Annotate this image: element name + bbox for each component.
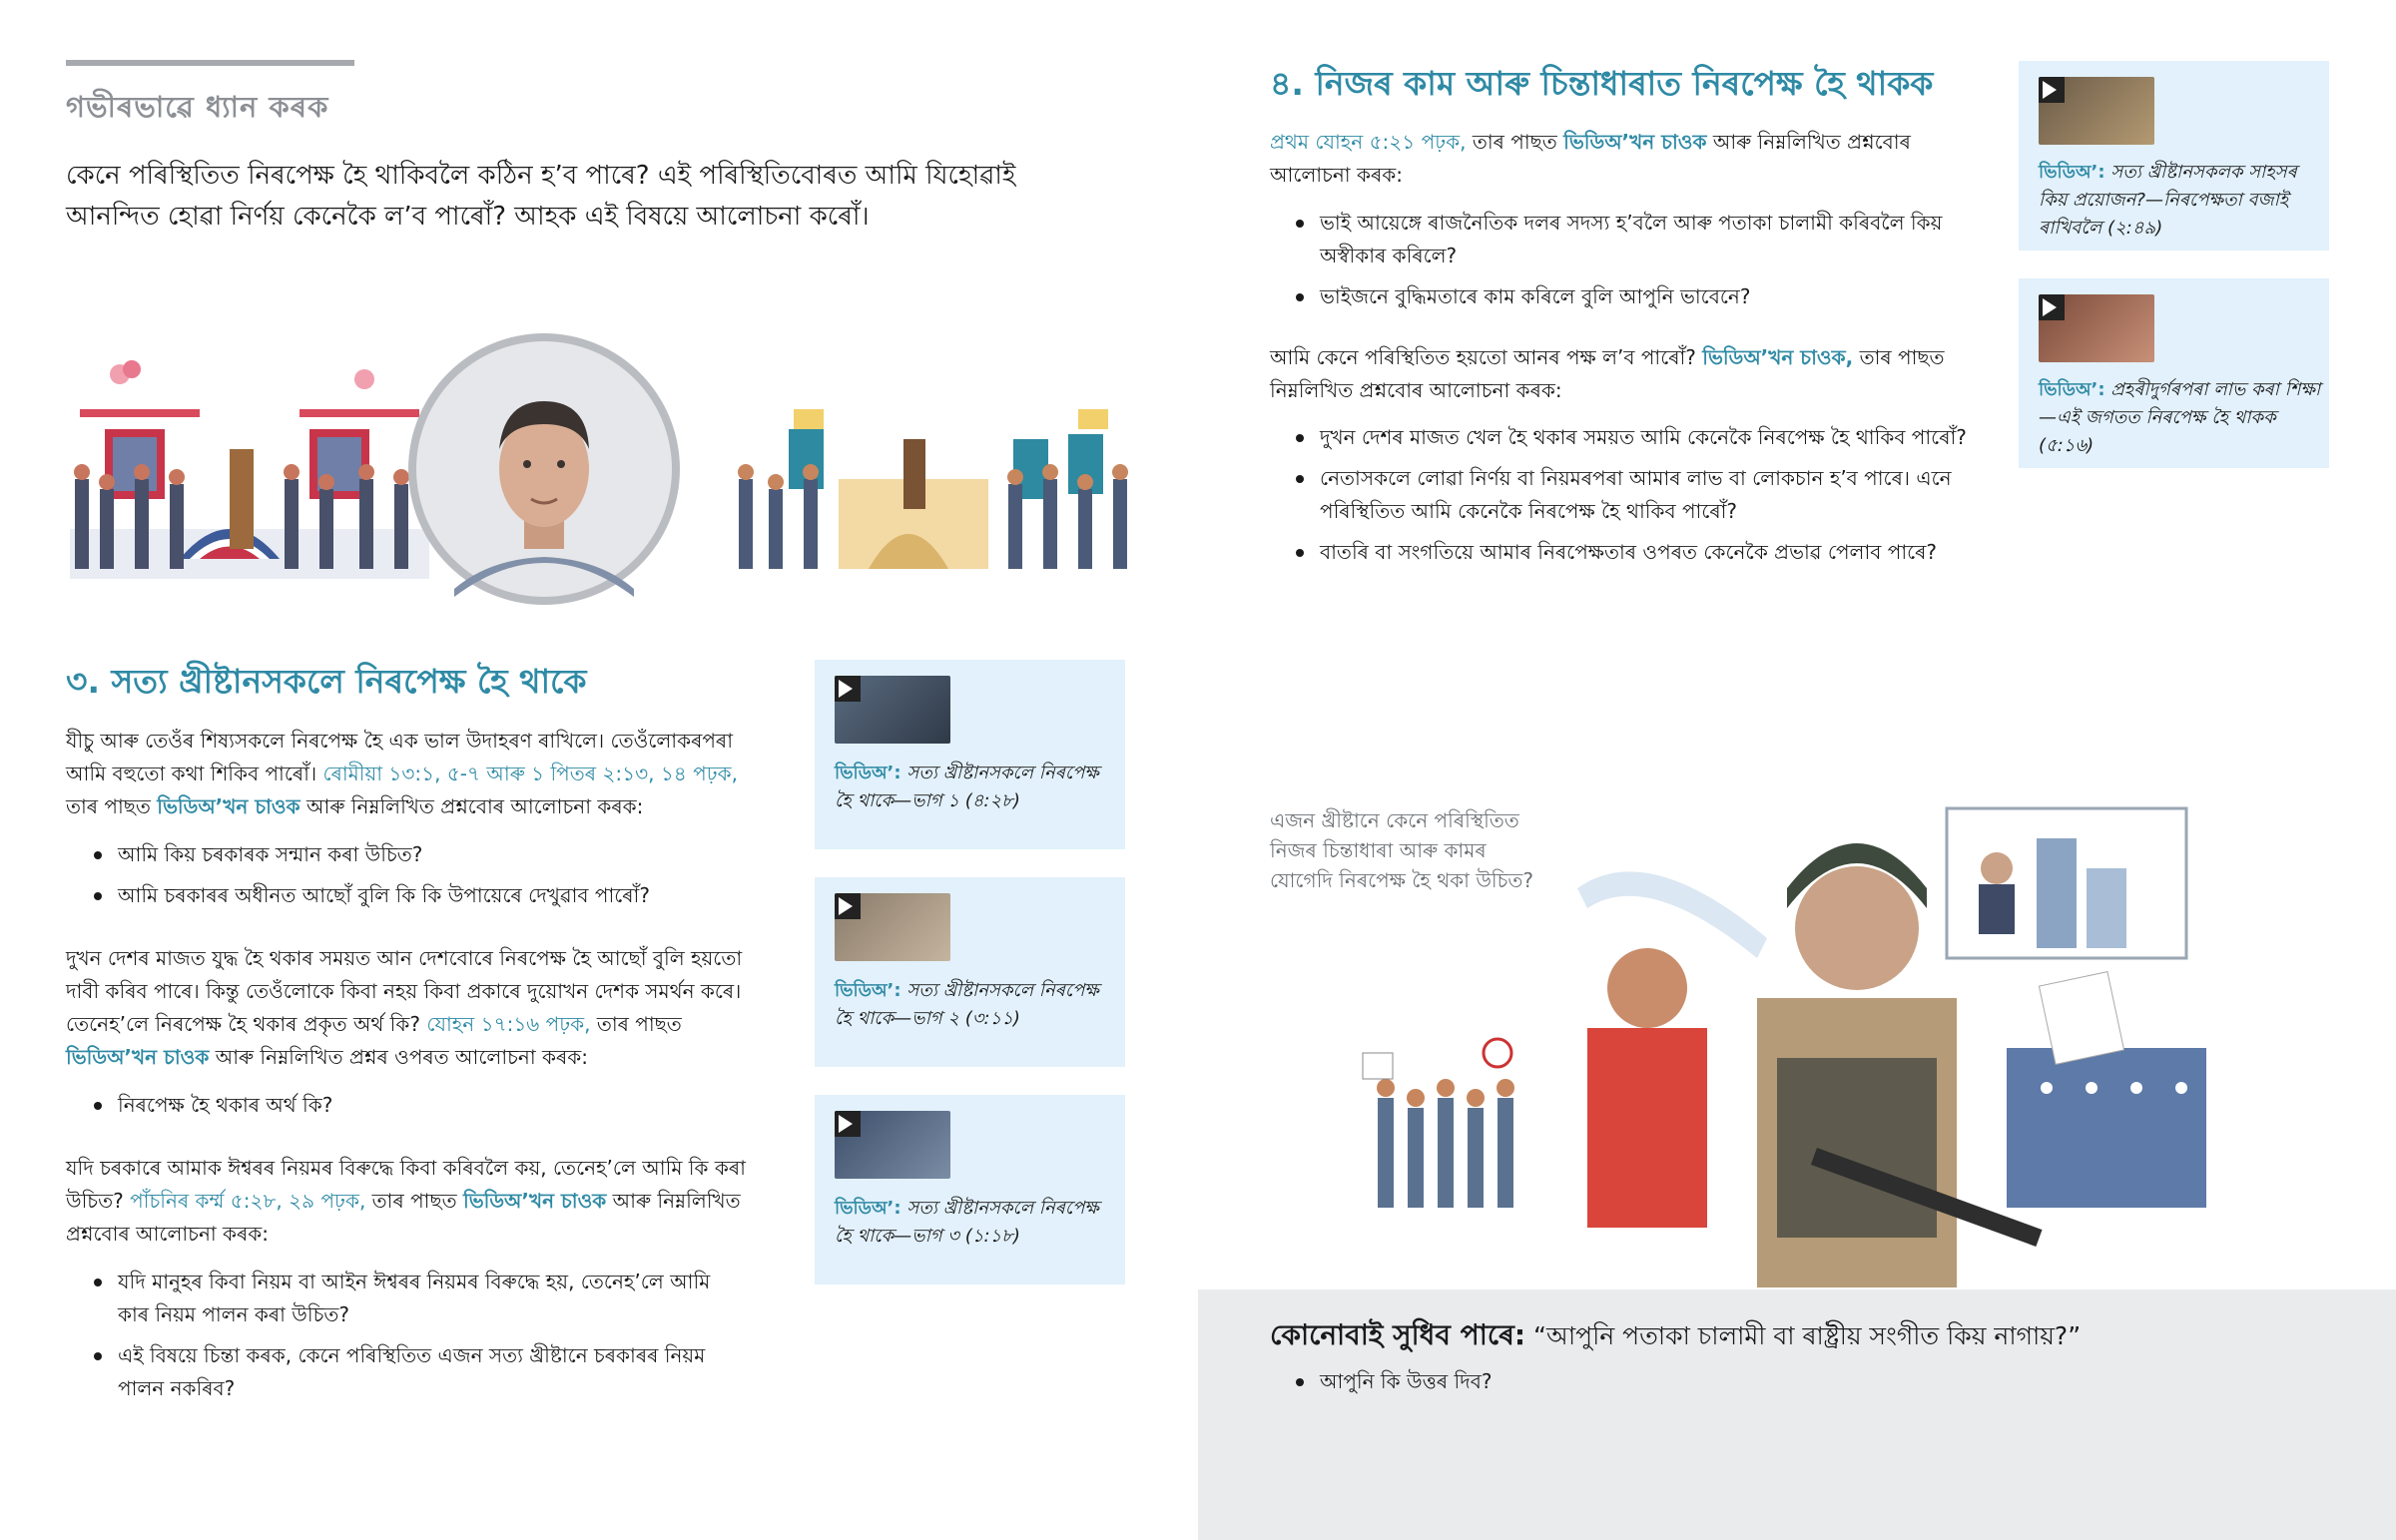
section-4-questions-2 [1292,421,1981,577]
p1-text: যীচু আৰু তেওঁৰ শিষ্যসকলে নিৰপেক্ষ হৈ এক ভাল উদাহৰণ ৰাখিলে। তেওঁলোকৰপৰা আমি বহুতো কথা শিকিব পাৰোঁ। [66,729,733,785]
intro-text: কেনে পৰিস্থিতিত নিৰপেক্ষ হৈ থাকিবলৈ কঠিন হ’ব পাৰে? এই পৰিস্থিতিবোৰত আমি যিহোৱাই আনন্দিত হোৱা নিৰ্ণয় কেনেকৈ ল’ব পাৰোঁ? আহক এই বিষয়ে আলোচনা কৰোঁ। [66,161,1016,232]
section-rule [66,60,354,66]
s4p1-mid: তাৰ পাছত [1472,130,1557,154]
question-box [1198,1289,2396,1540]
list-item: দুখন দেশৰ মাজত খেল হৈ থকাৰ সময়ত আমি কেনেকৈ নিৰপেক্ষ হৈ থাকিব পাৰোঁ? [1292,421,1981,454]
watch-video-link-1[interactable]: ভিডিঅ’খন চাওক [157,794,300,818]
scripture-link-john[interactable]: যোহন ১৭:১৬ পঢ়ক, [426,1012,591,1036]
sports-fan [1577,871,1767,1228]
play-icon[interactable] [835,676,861,702]
portrait-circle [408,333,680,605]
scripture-link-romans[interactable]: ৰোমীয়া ১৩:১, ৫-৭ আৰু ১ পিতৰ ২:১৩, ১৪ পঢ়ক, [322,762,738,785]
video-thumbnail[interactable] [835,1111,950,1179]
scripture-link-acts[interactable]: পাঁচনিৰ কৰ্ম্ম ৫:২৮, ২৯ পঢ়ক, [130,1189,366,1213]
list-item: ভাই আয়েঙ্গে ৰাজনৈতিক দলৰ সদস্য হ’বলৈ আৰু পতাকা চালামী কৰিবলৈ কিয় অস্বীকাৰ কৰিলে? [1292,207,1971,272]
illustration-caption: এজন খ্ৰীষ্টানে কেনে পৰিস্থিতিত নিজৰ চিন্তাধাৰা আৰু কামৰ যোগেদি নিৰপেক্ষ হৈ থকা উচিত? [1270,808,1534,892]
list-item: আমি কিয় চৰকাৰক সন্মান কৰা উচিত? [90,838,769,871]
p3-post: আৰু নিম্নলিখিত প্ৰশ্নবোৰ আলোচনা কৰক: [66,1189,741,1246]
section-4-questions-1 [1292,207,1971,321]
section-3-questions-3 [90,1266,729,1413]
video-thumbnail[interactable] [2039,77,2154,145]
video-card-1[interactable] [815,660,1125,849]
ballot-box [2007,972,2206,1208]
protest-group [1363,1039,1514,1208]
video-thumbnail[interactable] [835,676,950,744]
play-icon[interactable] [835,1111,861,1137]
p3-mid: তাৰ পাছত [371,1189,457,1213]
video-card-2[interactable] [815,877,1125,1067]
list-item: এই বিষয়ে চিন্তা কৰক, কেনে পৰিস্থিতিত এজন সত্য খ্ৰীষ্টানে চৰকাৰৰ নিয়ম পালন নকৰিব? [90,1339,729,1405]
list-item: যদি মানুহৰ কিবা নিয়ম বা আইন ঈশ্বৰৰ নিয়মৰ বিৰুদ্ধে হয়, তেনেহ’লে আমি কাৰ নিয়ম পালন কৰা উচিত? [90,1266,729,1331]
section-3-paragraph-1 [66,725,765,823]
video-thumbnail[interactable] [2039,294,2154,362]
right-rally-scene [738,409,1128,569]
play-icon[interactable] [2039,77,2065,103]
ask-questions [1292,1365,2290,1406]
p1-post: আৰু নিম্নলিখিত প্ৰশ্নবোৰ আলোচনা কৰক: [305,794,644,818]
news-screen [1947,808,2186,958]
list-item: আপুনি কি উত্তৰ দিব? [1292,1365,2290,1398]
ask-label: কোনোবাই সুধিব পাৰে: [1270,1318,1526,1351]
video-caption: ভিডিঅ’: সত্য খ্ৰীষ্টানসকলক সাহসৰ কিয় প্ৰয়োজন?—নিৰপেক্ষতা বজাই ৰাখিবলৈ (২:৪৯) [2039,162,2297,239]
scripture-link-1john[interactable]: প্ৰথম যোহন ৫:২১ পঢ়ক, [1270,130,1467,154]
play-icon[interactable] [2039,294,2065,320]
video-card-5[interactable] [2019,278,2329,468]
neutrality-illustration [1348,759,2326,1287]
ask-quote: “আপুনি পতাকা চালামী বা ৰাষ্ট্ৰীয় সংগীত কিয় নাগায়?” [1533,1321,2082,1350]
watch-video-link-2[interactable]: ভিডিঅ’খন চাওক [66,1045,210,1069]
video-thumbnail[interactable] [835,893,950,961]
play-icon[interactable] [835,893,861,919]
s4p2-text: আমি কেনে পৰিস্থিতিত হয়তো আনৰ পক্ষ ল’ব পাৰোঁ? [1270,345,1696,369]
watch-video-link-3[interactable]: ভিডিঅ’খন চাওক [462,1189,607,1213]
p2-post: আৰু নিম্নলিখিত প্ৰশ্নৰ ওপৰত আলোচনা কৰক: [215,1045,588,1069]
list-item: আমি চৰকাৰৰ অধীনত আছোঁ বুলি কি কি উপায়েৰে দেখুৱাব পাৰোঁ? [90,879,769,912]
video-caption: ভিডিঅ’: সত্য খ্ৰীষ্টানসকলে নিৰপেক্ষ হৈ থাকে—ভাগ ৩ (১:১৮) [835,1198,1099,1247]
video-caption: ভিডিঅ’: প্ৰহৰীদুৰ্গৰপৰা লাভ কৰা শিক্ষা—এই জগতত নিৰপেক্ষ হৈ থাকক (৫:১৬) [2039,379,2321,456]
section-3-title: ৩. সত্য খ্ৰীষ্টানসকলে নিৰপেক্ষ হৈ থাকে [66,662,587,701]
section-4-paragraph-2 [1270,341,1969,407]
video-card-3[interactable] [815,1095,1125,1284]
section-3-paragraph-2 [66,942,765,1074]
list-item: নেতাসকলে লোৱা নিৰ্ণয় বা নিয়মৰপৰা আমাৰ লাভ বা লোকচান হ’ব পাৰে। এনে পৰিস্থিতিত আমি কেনেকৈ নিৰপেক্ষ হৈ থাকিব পাৰোঁ? [1292,462,1981,528]
election-illustration [60,329,1158,614]
p1-mid: তাৰ পাছত [66,794,151,818]
ask-line [1270,1317,2348,1354]
section-3-questions-2 [90,1089,769,1130]
list-item: নিৰপেক্ষ হৈ থকাৰ অৰ্থ কি? [90,1089,769,1122]
deep-title: গভীৰভাৱে ধ্যান কৰক [66,90,329,124]
p2-text: দুখন দেশৰ মাজত যুদ্ধ হৈ থকাৰ সময়ত আন দেশবোৰে নিৰপেক্ষ হৈ আছোঁ বুলি হয়তো দাবী কৰিব পাৰে। কিন্তু তেওঁলোকে কিবা নহয় কিবা প্ৰকাৰে দুয়োখন দেশক সমৰ্থন কৰে। তেনেহ’লে নিৰপেক্ষ হৈ থকাৰ প্ৰকৃত অৰ্থ কি? [66,946,743,1036]
video-card-4[interactable] [2019,61,2329,251]
watch-video-link-5[interactable]: ভিডিঅ’খন চাওক, [1702,345,1854,369]
list-item: বাতৰি বা সংগতিয়ে আমাৰ নিৰপেক্ষতাৰ ওপৰত কেনেকৈ প্ৰভাৱ পেলাব পাৰে? [1292,536,1981,569]
s4p1-post: আৰু নিম্নলিখিত প্ৰশ্নবোৰ আলোচনা কৰক: [1270,130,1911,187]
section-3-questions-1 [90,838,769,920]
section-3-paragraph-3 [66,1152,765,1251]
s4p2-post: তাৰ পাছত নিম্নলিখিত প্ৰশ্নবোৰ আলোচনা কৰক: [1270,345,1945,402]
video-caption: ভিডিঅ’: সত্য খ্ৰীষ্টানসকলে নিৰপেক্ষ হৈ থাকে—ভাগ ১ (৪:২৮) [835,763,1099,811]
section-4-title: ৪. নিজৰ কাম আৰু চিন্তাধাৰাত নিৰপেক্ষ হৈ থাকক [1270,64,1934,103]
left-rally-scene [70,360,429,579]
p2-mid: তাৰ পাছত [596,1012,682,1036]
p3-text: যদি চৰকাৰে আমাক ঈশ্বৰৰ নিয়মৰ বিৰুদ্ধে কিবা কৰিবলৈ কয়, তেনেহ’লে আমি কি কৰা উচিত? [66,1156,746,1213]
section-4-paragraph-1 [1270,126,1929,192]
video-caption: ভিডিঅ’: সত্য খ্ৰীষ্টানসকলে নিৰপেক্ষ হৈ থাকে—ভাগ ২ (৩:১১) [835,980,1099,1029]
list-item: ভাইজনে বুদ্ধিমতাৰে কাম কৰিলে বুলি আপুনি ভাবেনে? [1292,280,1971,313]
watch-video-link-4[interactable]: ভিডিঅ’খন চাওক [1563,130,1707,154]
